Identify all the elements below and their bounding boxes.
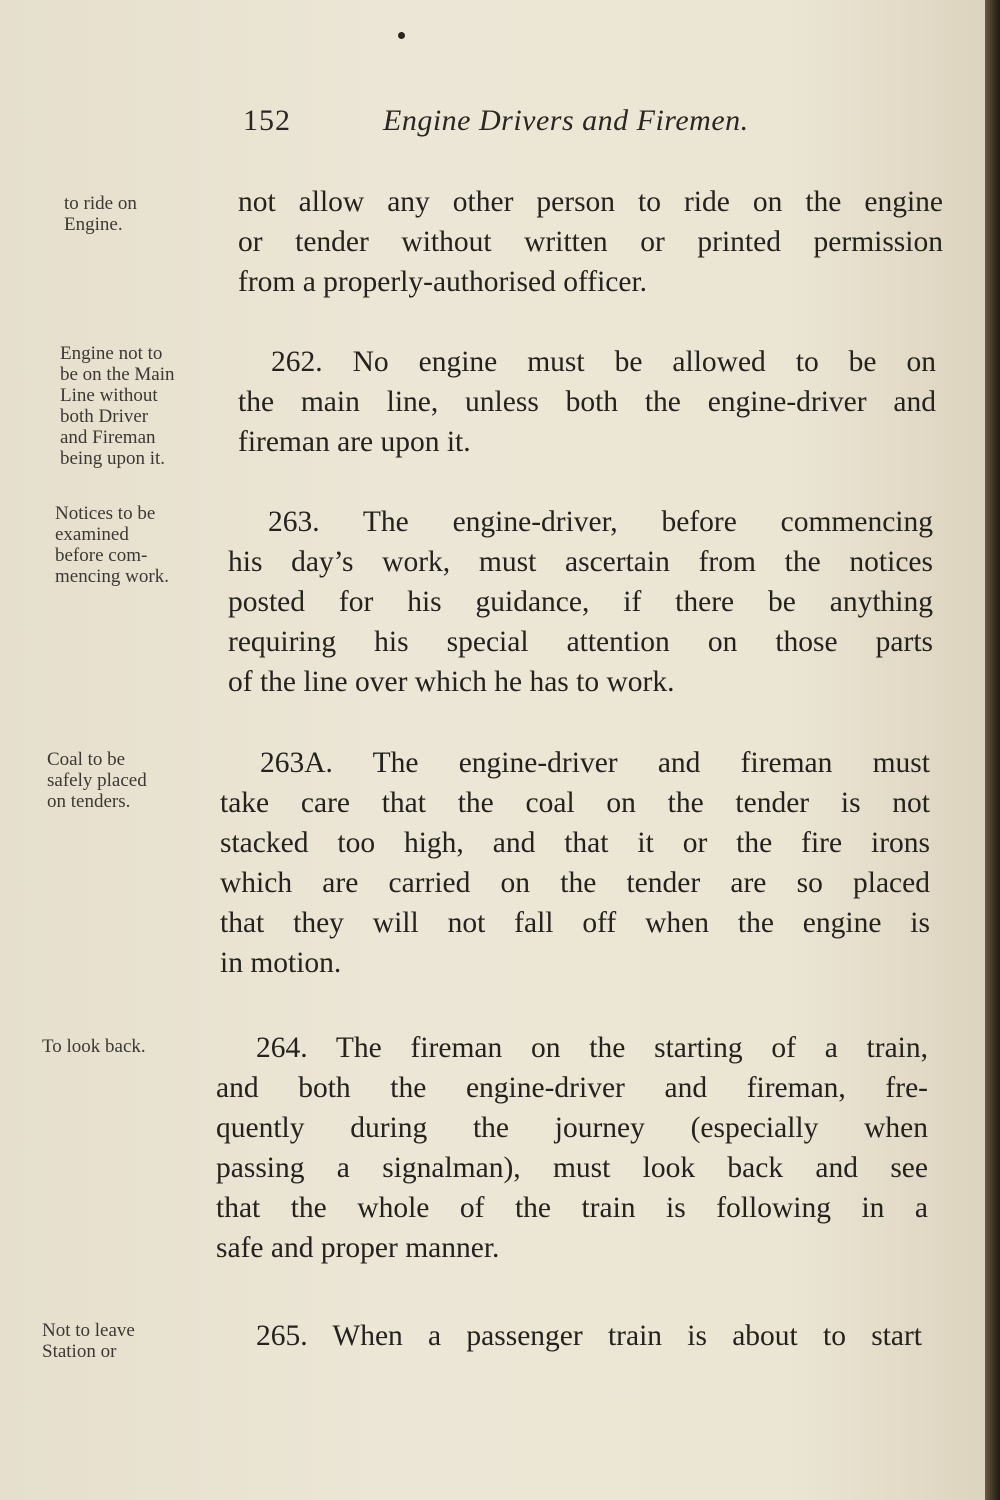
text-line: his day’s work, must ascertain from the notices <box>228 546 933 578</box>
text-line: 265. When a passenger train is about to start <box>256 1320 922 1352</box>
margin-note-not-to-leave: Not to leave Station or <box>42 1320 135 1362</box>
margin-note-notices: Notices to be examined before com- mencing work. <box>55 503 169 587</box>
text-line: safe and proper manner. <box>216 1232 500 1264</box>
text-line: not allow any other person to ride on the engine <box>238 186 943 218</box>
margin-note-look-back: To look back. <box>42 1036 146 1057</box>
text-line: quently during the journey (especially when <box>216 1112 928 1144</box>
text-line: which are carried on the tender are so placed <box>220 867 930 899</box>
paragraph-263a <box>220 743 930 983</box>
text-line: fireman are upon it. <box>238 426 471 458</box>
text-line: from a properly-authorised officer. <box>238 266 648 298</box>
page-header <box>243 104 883 148</box>
text-line: or tender without written or printed permission <box>238 226 943 258</box>
book-binding-edge <box>985 0 1000 1500</box>
text-line: posted for his guidance, if there be anything <box>228 586 933 618</box>
text-line: requiring his special attention on those parts <box>228 626 933 658</box>
paragraph-265 <box>216 1316 922 1356</box>
paragraph-continuation <box>238 182 943 302</box>
text-line: that they will not fall off when the engine is <box>220 907 930 939</box>
text-line: the main line, unless both the engine-driver and <box>238 386 936 418</box>
text-line: and both the engine-driver and fireman, fre- <box>216 1072 928 1104</box>
text-line: in motion. <box>220 947 342 979</box>
text-line: 262. No engine must be allowed to be on <box>271 346 936 378</box>
margin-note-ride-on-engine: to ride on Engine. <box>64 193 137 235</box>
paragraph-264 <box>216 1028 928 1268</box>
running-title: Engine Drivers and Firemen. <box>383 104 749 137</box>
text-line: that the whole of the train is following in a <box>216 1192 928 1224</box>
text-line: 263A. The engine-driver and fireman must <box>260 747 930 779</box>
text-line: 263. The engine-driver, before commencing <box>268 506 933 538</box>
text-line: passing a signalman), must look back and see <box>216 1152 928 1184</box>
paragraph-263 <box>228 502 933 702</box>
margin-note-coal: Coal to be safely placed on tenders. <box>47 749 147 812</box>
paragraph-262 <box>238 342 936 462</box>
text-line: take care that the coal on the tender is not <box>220 787 930 819</box>
page-number: 152 <box>243 104 291 137</box>
text-line: 264. The fireman on the starting of a train, <box>256 1032 928 1064</box>
text-line: of the line over which he has to work. <box>228 666 675 698</box>
printer-mark <box>398 32 405 39</box>
text-line: stacked too high, and that it or the fire irons <box>220 827 930 859</box>
margin-note-not-on-main-line: Engine not to be on the Main Line without both Driver and Fireman being upon it. <box>60 343 175 469</box>
